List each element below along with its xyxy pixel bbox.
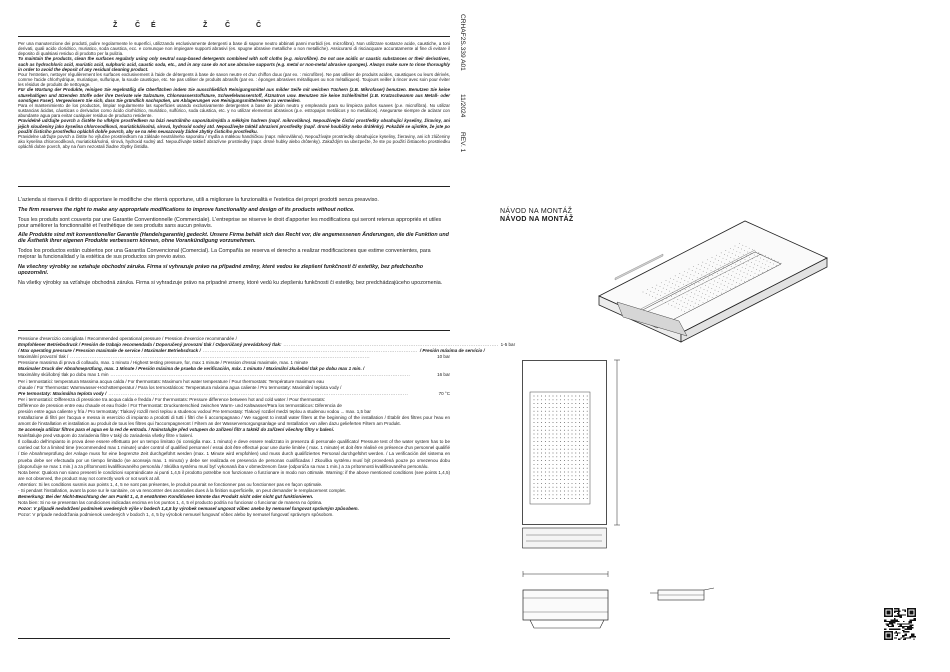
warning-note: Nota bien: Si no se presentan las condiciones indicadas encima en los puntos 1, 4, 5 el producto podría no funcionar o funcionar de manera no óptima. <box>18 500 323 506</box>
maintenance-instructions <box>18 41 450 149</box>
spec-label: Maximálny skúšobný tlak po dobu max 1 min <box>18 372 109 378</box>
filter-note: Installazione di filtri per l'acqua e messa in esercizio di impianto a prodotti di tutti i filtri che li accompagnano / We suggest to install water filters at the beginning of the installation / Établir des filtres pour l'eau en amont de l'installation et installation au produit de tous les filtres qui l'accompagneront / Filtern an der Wasserversorgungsanlage und Installation von allen dazu gelieferten Filtern am Produkt. <box>18 415 450 427</box>
filter-note: Nainštalujte pred vstupom do zariadenia filtre v taký do zariadenia všetky filtre v balení. <box>18 433 194 439</box>
spec-line: Différence de pression entre eau chaude et eau froide / Für Thermostat: Druckunterschied zwischen Warm- und Kaltwasser/Para los termostáticos: Diferencia de <box>18 402 342 408</box>
pictogram-label: Č <box>135 22 142 29</box>
spec-label: Maximální provozní tlak / <box>18 354 69 360</box>
divider <box>18 638 450 639</box>
pressure-specifications <box>18 336 516 518</box>
spec-line: Maximaler Druck der Abnahmeprüfung, max. 1 Minute / Presión máxima de prueba de verificación, máx. 1 minuto / Maximální zkušební tlak po dobu max 1 min. / <box>18 366 365 372</box>
maintenance-text-fr: Pour l'entretien, nettoyer régulièrement les surfaces exclusivement à l'aide de détergents à base de savon neutre et d'un chiffon doux (par ex. : microfibre). Ne pas utiliser de produits acides, caustiques ou leurs dérivés, comme l'acide chlorhydrique, muriatique, sulfurique, la soude caustique, etc. Ne pas utiliser de produits abrasifs (par ex. : éponges abrasives métalliques ou non métalliques). Toujours veiller à rincer avec soin pour éviter les résidus de produits de nettoyage. <box>18 71 450 88</box>
warning-note: Bemerkung: Bei der Nicht-Beachtung der am Punkt 1, 4, 5 erwähnten Konditionen könnte das Produkt nicht oder nicht gut funktionieren. <box>18 494 314 500</box>
spec-value: 1-5 bar <box>500 342 516 348</box>
spec-row-max-pressure: / Max operating pressure / Pression maximale de service / Maximaler Betriebsdruck / .......................................................................................................................... / Presión máxima de servicio / <box>18 348 485 354</box>
revision-date: 11/2024 <box>459 94 466 118</box>
spec-value: 16 bar <box>437 372 450 378</box>
document-code-vertical <box>452 14 468 174</box>
qr-code[interactable] <box>884 608 916 640</box>
pictogram-label: É <box>151 22 157 29</box>
maintenance-text-it: Per una manutenzione dei prodotti, pulire regolarmente le superfici, utilizzando esclusivamente detergenti a base di sapone neutro abbinati panni morbidi (es. microfibra). Non utilizzare sostanze acide, caustiche, a toni derivati, quali acido cloridrico, muriatico, soda caustica, ecc. e comunque non impiegare supporti abrasivi (es. spugne abrasive metalliche o non metalliche). Assicurarsi di risciacquare accuratamente al fine di evitare il deposito di qualsiasi residuo di prodotto per la pulizia. <box>18 41 450 57</box>
warning-note: Attention: Si les conditions susmis aux points 1, 4, 5 ne sont pas présentes, le produit pourrait ne fonctionner pas ou fonctionner pas en façon optimale. <box>18 481 323 487</box>
maintenance-text-es: Para el mantenimiento de los productos, limpiar regularmente las superficies usando exclusivamente detergentes a base de jabón neutro y empleando para su limpieza paños suaves (p.e. microfibra). No utilizar sustancias ácidas, cáusticas o derivados como ácido clorhídrico, muriático, sulfúrico, soda cáustica, etc. y no utilizar elementos abrasivos (p.e. estropajos metálicos y no metálicos). Asegurarse siempre de aclarar con abundante agua para evitar cualquier residuo de producto residente. <box>18 102 450 119</box>
notice-text-fr: Tous les produits sont couverts par une Garantie Conventionnelle (Commerciale). L'entreprise se réserve le droit d'apporter les modifications qui seront retenus appropriés et utiles pour améliorer la fonctionnalité et l'esthétique de ses produits sans aucun préavis. <box>18 216 442 229</box>
maintenance-text-sk: Pravidelne udržujte povrch a čistite ho výlučne prostriedkom na základe neutrálneho saponátu / mydla a mäkkou handričkou (napr. mikrovlákno). Nepoužívajte prostriedky obsahujúce kyseliny, žieraviny, ani ich zlúčeniny ako kyselina chlorovodíková, muriatická/solná, sírová, hydroxid sodný atď. Nepoužívajte taktiež abrazívne prostriedky (napr. drsné hubky alebo drôtenky). Zakaždým sa ubezpečte, že ste po použití čistiaceho prostriedku opláchli dobre povrch, aby na ňom nezostali žiadne zbytky čistidla. <box>18 133 450 150</box>
pictogram-label: Č <box>256 22 263 29</box>
spec-label: / Presión máxima de servicio / <box>419 348 485 354</box>
warning-note: Pozor: V případě nedodržení podmínek uvedených výše v bodech 1,4,5 by výrobek nemusel ungovat vůbec anebo by nemusel fungovat správným způsobem. <box>18 506 359 512</box>
warning-note: Nota bene: Qualora non siano presenti le condizioni soprraindicate ai punti 1,4,5 il prodotto potrebbe non funzionare o funzionare in modo non ottimale. Warning: if the above mentioned conditions (see points 1,4,5) are not observed, the product may not correctly work or not work at all. <box>18 469 450 481</box>
spec-line: Pressione massima di prova di collaudo, max. 1 minuto / Highest testing pressure, for, max 1 minute / Pression d'essai maximale, max. 1 minute <box>18 360 308 366</box>
spec-line: Per i termostatici: temperatura Massima acqua calda / For thermostats: Maximum hot water temperature / Pour thermostats: Température maximum eau <box>18 378 324 384</box>
maintenance-text-de: Für die Wartung der Produkte, reinigen Sie regelmäßig die Oberflächen indem Sie ausschließlich Reinigungsmittel aus milder Seife mit weichen Tüchern (z.B. Mikrofaser) benutzen. Benutzen Sie keine säurehaltigen und ätzenden Stoffe oder ihre Derivate wie Salzsäure, Chlorwasserstoffsäure, Schwefelwasserstoff, Ätznatron usw. Benutzen Sie keine Schleifmittel (z.B. Kratzschwamm aus Metall- oder sonstiges Faser). Vergewissern Sie sich, dass Sie gründlich nachspülen, um Ablagerungen von Reinigungsmittelresten zu vermeiden. <box>18 87 450 103</box>
spec-row-max-pressure-cz: Maximální provozní tlak / .......................................................................................................................................................................... 10 bar <box>18 354 450 360</box>
notice-text-it: L'azienda si riserva il diritto di apportare le modifiche che riterrà opportune, utili a migliorare la funzionalità e l'estetica dei propri prodotti senza preavviso. <box>18 197 379 203</box>
notice-text-sk: Na všetky výrobky sa vzťahuje obchodná záruka. Firma si vyhradzuje právo na prípadné zmeny, ktoré vedú ku zlepšeniu funkčnosti či estetiky, bez predchádzajúceho upozornenia. <box>18 279 443 286</box>
filter-note: Se aconseja utilizar filtros para el agua en la red de entrada. / Nainstalujte před vstupem do zařízení filtr a taktéž do zařízení všechny filtry v balení. <box>18 427 335 433</box>
warning-note: Pozor: V prípade nedodržania podmienok uvedených v bodoch 1, 4, 5 by výrobok nemusel fungovať vôbec alebo by nemusel fungovať správnym spôsobom. <box>18 512 334 518</box>
divider <box>18 330 450 331</box>
manual-title-bold: NÁVOD NA MONTÁŽ <box>500 216 574 223</box>
divider <box>18 186 450 187</box>
spec-label: Pre termostaty: Maximálna teplota vody / <box>18 390 107 396</box>
spec-value: 10 bar <box>437 354 450 360</box>
spec-row-operating-pressure: Empfohlener Betriebsdruck / Presión de trabajo recomendada / Doporučený provozní tlak / Odporúčaný prevádzkový tlak: .......................................................................................................................... 1-5 bar <box>18 342 516 348</box>
modifications-notice <box>18 197 450 313</box>
pictogram-label: Č <box>225 22 232 29</box>
spec-line: chaude / Für Thermostat: Warmwasser-Höchsttemperatur / Para los termostáticos: Temperatura máxima agua caliente / Pro termostaty: Maximální teplota vody / <box>18 384 342 390</box>
spec-line: Pressione d'esercizio consigliata / Recommended operational pressure / Pression d'exercice recommandée / <box>18 336 237 341</box>
notice-text-es: Todos los productos están cubiertos por una Garantía Convencional (Comercial). La Compañía se reserva el derecho a realizar modificaciones que estime convenientes, para mejorar la funcionalidad y la estética de sus productos sin previo aviso. <box>18 248 431 261</box>
manual-title: NÁVOD NA MONTÁŽ <box>500 208 573 215</box>
maintenance-text-en: To maintain the products, clean the surfaces regularly using only neutral soap-based detergents combined with soft cloths (e.g. microfibre). Do not use acidic or caustic substances or their derivatives, such as hydrochloric acid, muriatic acid, sulphuric acid, caustic soda, etc., and in any case do not use abrasive supports (e.g. metal or non-metal abrasive sponges). Always make sure to rinse thoroughly in order to avoid the deposit of any residual cleaning product. <box>18 56 450 72</box>
maintenance-pictograms <box>18 22 450 34</box>
spec-value: 70 °C <box>438 390 450 396</box>
revision-number: REV. 1 <box>459 132 466 153</box>
spec-line: Per i termostatici: Differenza di pressione tra acqua calda e fredda / For thermostats: Pressure difference between hot and cold water / Pour thermostats: <box>18 396 326 402</box>
product-perspective-drawing <box>595 218 830 343</box>
pictogram-label: Ž <box>203 22 209 29</box>
spec-line: presión entre agua caliente y fría / Pro termostaty: Tlakový rozdíl mezi teplou a studenou vodou/ Pre termostaty: Tlakový rozdiel medzi teplou a studenou vodou ... max. 1,5 bar <box>18 408 371 414</box>
divider <box>18 36 450 37</box>
product-front-view-drawing <box>522 360 632 552</box>
notice-text-en: The firm reserves the right to make any appropriate modifications to improve functionality and design of its products without notice. <box>18 206 355 213</box>
notice-text-cz: Na všechny výrobky se vztahuje obchodní záruka. Firma si vyhrazuje právo na případné změny, které vedou ke zlepšení funkčnosti či estetiky, bez předchozího upozornění. <box>18 263 423 276</box>
warning-note: - Si pendant l'installation, avant la pose sur le sanitaire, on va rencontrer des anomalies dues à la finition superficielle, on peut demander le remplacement complet. <box>18 487 346 493</box>
product-side-view-drawing <box>518 568 718 638</box>
spec-label: Empfohlener Betriebsdruck / Presión de trabajo recomendada / Doporučený provozní tlak / Odporúčaný prevádzkový tlak: <box>18 342 282 348</box>
maintenance-text-cz: Pravidelně udržujte povrch a čistěte ho vlhkým prostředkem na bázi neutrálního saponátu/mýdla a měkkým hadrem (např. mikrovlákno). Nepoužívejte čisticí prostředky obsahující kyseliny, žíraviny, ani jejich sloučeniny jako kyselina chlorovodíková, muriatická/solná, sírová, hydroxid sodný atd. Nepoužívejte taktéž abrazivní prostředky (např. drsné houbičky nebo drátěnky). Pokaždé se ujistěte, že jste po použití čisticího prostředku opláchli dobře povrch, aby se na něm neusazovaly žádné zbytky čisticího prostředku. <box>18 118 450 134</box>
testing-note: Il collaudo dell'impianto in prova deve essere effettuato per un tempo limitato (si consiglia max. 1 minuto) e deve essere realizzato in presenza di personale qualificato/ Pressure test of the water system has to be carried out for a limited time (recommended max 1 minute) under control of qualified personnel / essai doit être effectué pour une durée limitée ( max. 1 minute) et doit être réalisé en présence d'un personnel qualifié / Die Abnahmeprüfung der Anlage muss für eine begrenzte Zeit durchgeführt werden (max. 1 Minute wird empfohlen) und muss durch qualifiziertes Personal durchgeführt werden. / La verificación del sistema en prueba debe ser efectuada por un tiempo limitado (se aconseja max. 1 minuto) y debe ser realizada en presencia de personas cualificadas / Zkouška systému musí být provedená pouze po omezenou dobu (doporučuje se max 1 min.) a za přítomnosti kvalifikovaného personálu / Skúška systému musí byť vykonaná iba v obmedzenom čase (odporúča sa max 1 min.) a za prítomnosti kvalifikovaného personálu. <box>18 439 450 469</box>
pictogram-label: Ž <box>113 22 119 29</box>
notice-text-de: Alle Produkte sind mit konventioneller Garantie (Handelsgarantie) gedeckt. Unsere Firma behält sich das Recht vor, die angemessenen Änderungen, die die Funktion und die Ästhetik ihrer eigenen Produkte verbessern können, ohne Vorankündigung vorzunehmen. <box>18 232 449 245</box>
product-code: CRHAF2S.339 A01 <box>459 14 466 71</box>
spec-row-max-temperature: Pre termostaty: Maximálna teplota vody / .......................................................................................................................................................................... 70 °C <box>18 390 450 396</box>
spec-row-test-pressure: Maximálny skúšobný tlak po dobu max 1 min .......................................................................................................................................................................... 16 bar <box>18 372 450 378</box>
spec-label: / Max operating pressure / Pression maximale de service / Maximaler Betriebsdruck / <box>18 348 201 354</box>
